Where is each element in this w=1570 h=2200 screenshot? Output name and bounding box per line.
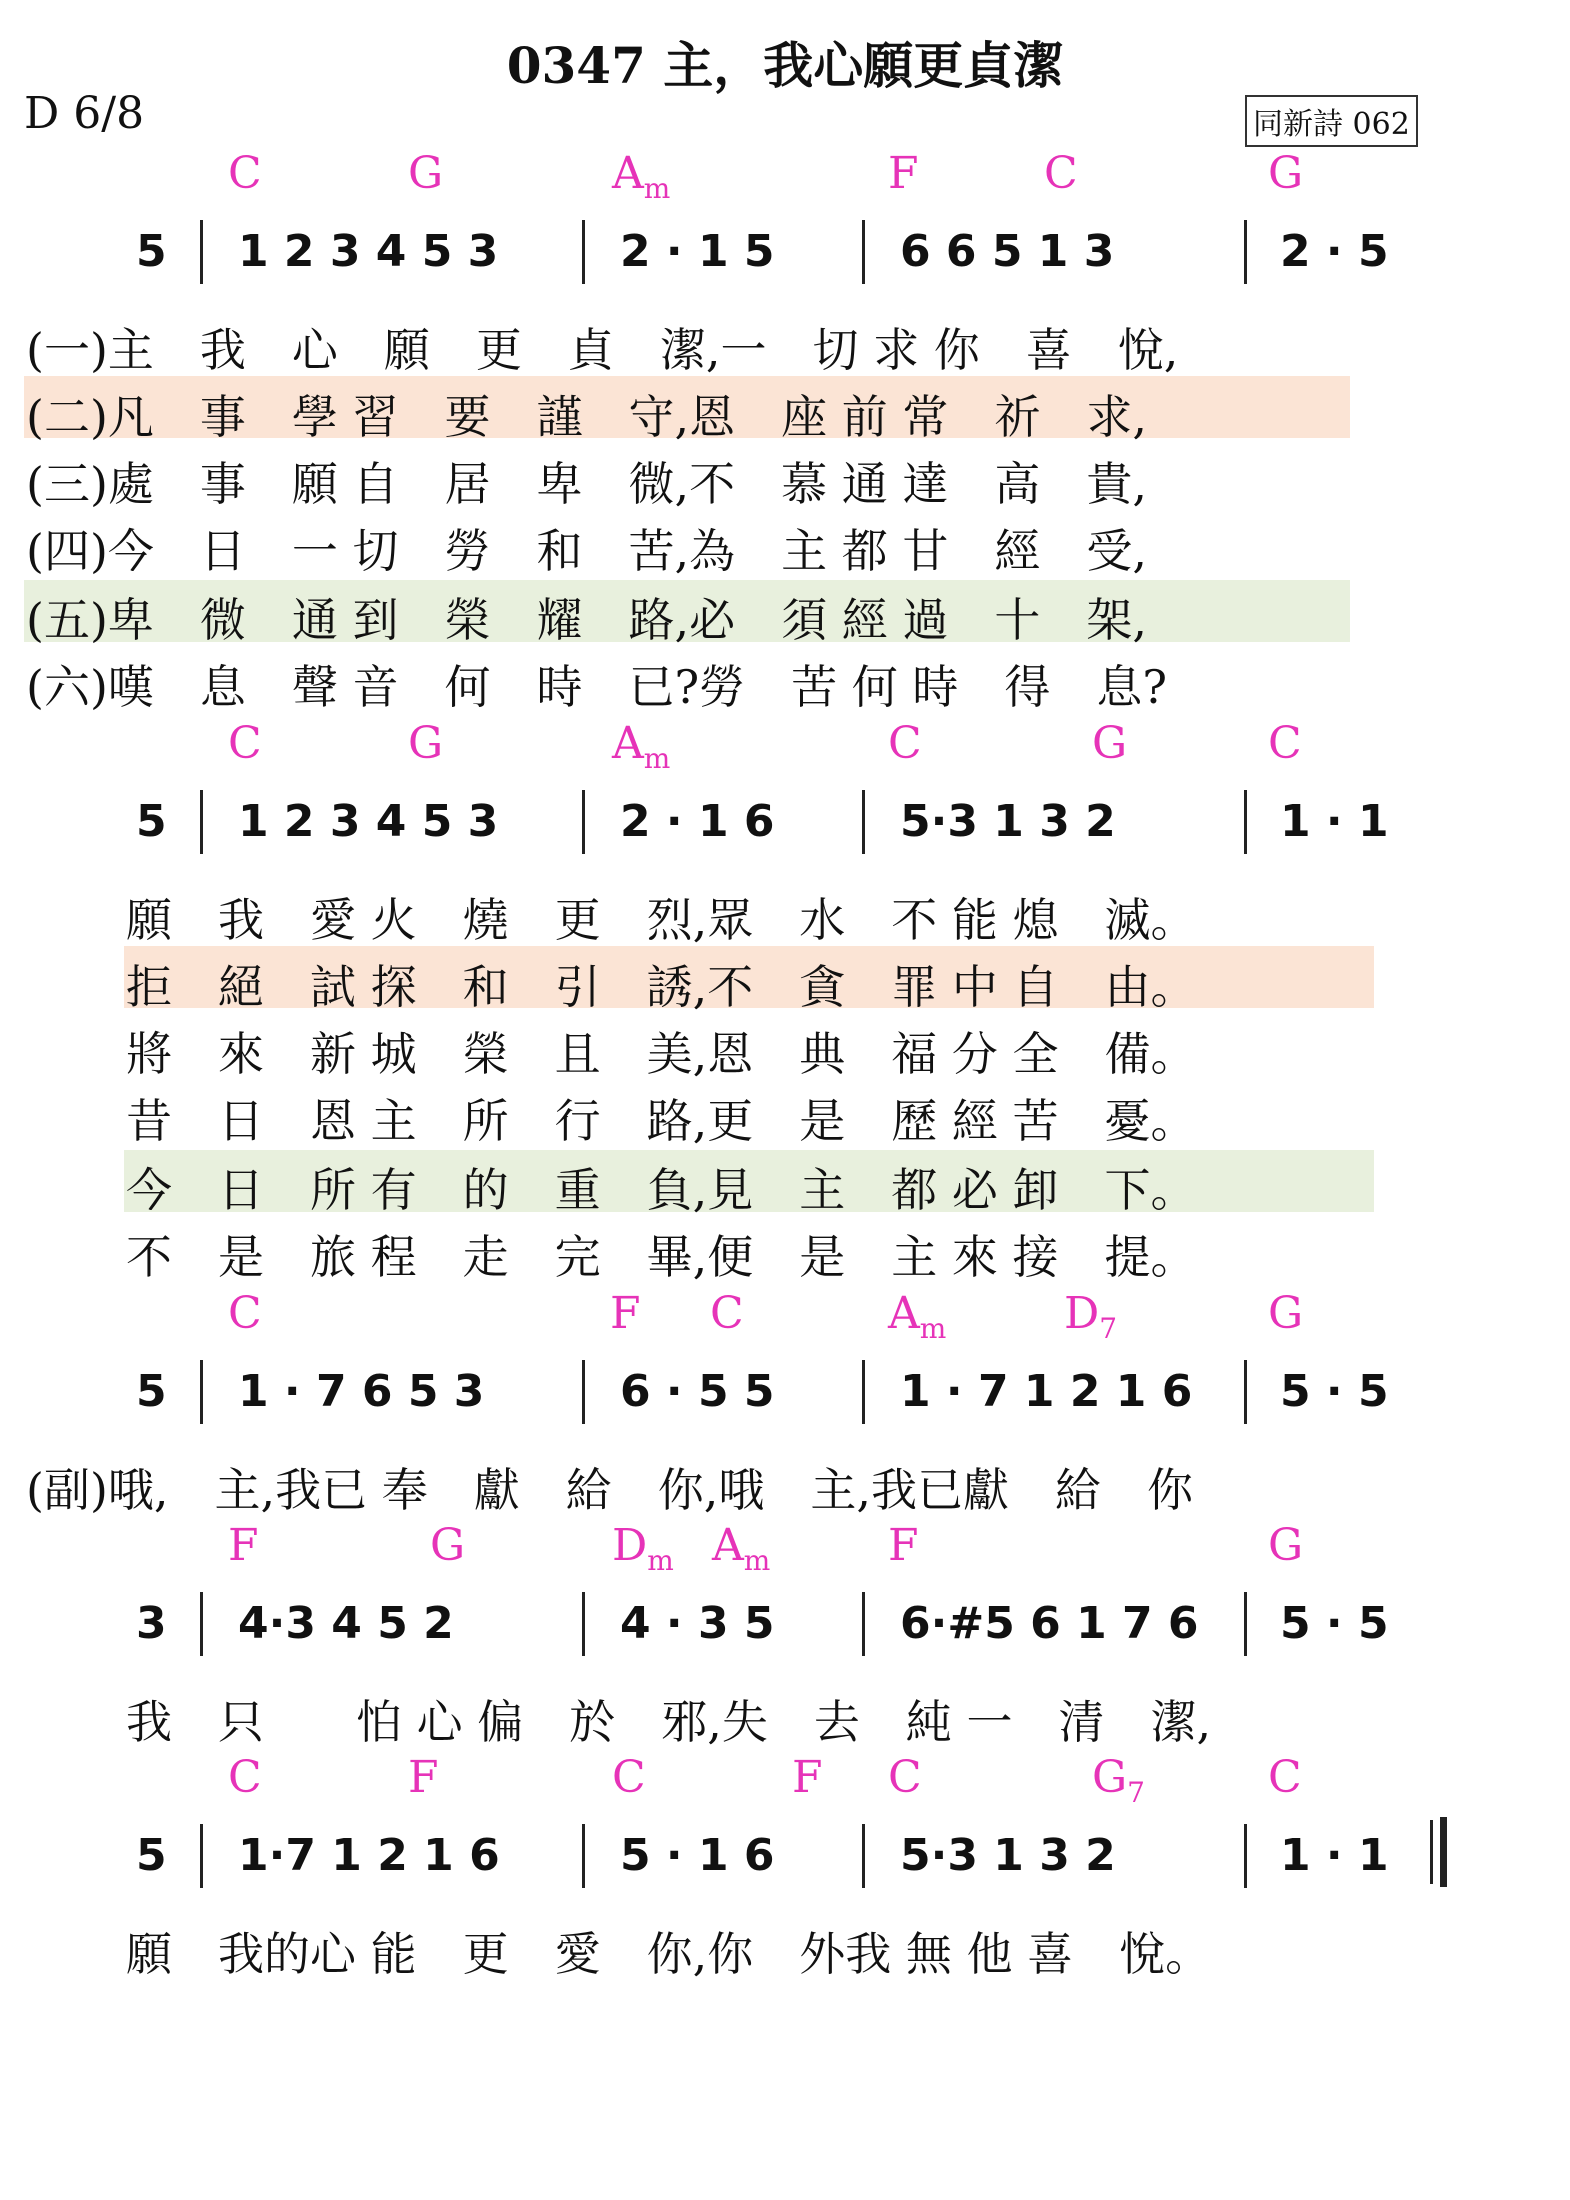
chord: G <box>1268 1288 1304 1339</box>
final-barline-thick <box>1440 1817 1447 1887</box>
notation-pickup: 5 <box>136 796 167 847</box>
chord: G <box>1092 718 1128 769</box>
notation-measure: 1 2 3 4 5 3 <box>238 226 499 277</box>
notation-pickup: 5 <box>136 226 167 277</box>
song-title: 0347 主，我心願更貞潔 <box>506 36 1064 95</box>
barline <box>862 1592 865 1656</box>
notation-pickup: 3 <box>136 1598 167 1649</box>
barline <box>200 220 203 284</box>
chord: C <box>888 718 922 769</box>
notation-pickup: 5 <box>136 1830 167 1881</box>
barline <box>1244 1360 1247 1424</box>
lyric-line: (四)今 日 一 切 勞 和 苦,為 主 都 甘 經 受, <box>26 524 1148 578</box>
notation-measure: 2 · 1 6 <box>620 796 775 847</box>
barline <box>582 1360 585 1424</box>
lyric-line: 不 是 旅 程 走 完 畢,便 是 主 來 接 提。 <box>126 1230 1197 1284</box>
barline <box>582 790 585 854</box>
barline <box>1244 1824 1247 1888</box>
chord: C <box>612 1752 646 1803</box>
notation-measure: 1·7 1 2 1 6 <box>238 1830 500 1881</box>
barline <box>1244 220 1247 284</box>
barline <box>200 1360 203 1424</box>
chord: G <box>430 1520 466 1571</box>
lyric-line: (六)嘆 息 聲 音 何 時 已?勞 苦 何 時 得 息? <box>26 660 1168 714</box>
chord: $A_m$ <box>612 148 671 205</box>
notation-measure: 6 · 5 5 <box>620 1366 775 1417</box>
chord: $A_m$ <box>888 1288 947 1345</box>
final-barline-thin <box>1430 1820 1433 1884</box>
notation-measure: 2 · 5 <box>1280 226 1389 277</box>
notation-measure: 6 6 5 1 3 <box>900 226 1115 277</box>
lyric-line: 拒 絕 試 探 和 引 誘,不 貪 罪 中 自 由。 <box>126 960 1197 1014</box>
chord: F <box>888 148 919 199</box>
chord: G <box>408 148 444 199</box>
chord: C <box>228 148 262 199</box>
barline <box>862 1824 865 1888</box>
chord: C <box>228 1752 262 1803</box>
notation-measure: 5·3 1 3 2 <box>900 796 1116 847</box>
lyric-line: (五)卑 微 通 到 榮 耀 路,必 須 經 過 十 架, <box>26 593 1148 647</box>
notation-measure: 5 · 5 <box>1280 1366 1389 1417</box>
barline <box>862 1360 865 1424</box>
notation-measure: 4 · 3 5 <box>620 1598 775 1649</box>
notation-measure: 1 · 1 <box>1280 1830 1389 1881</box>
key-time-signature: D 6/8 <box>24 88 145 139</box>
chord: $D_m$ <box>612 1520 674 1577</box>
notation-measure: 1 · 7 6 5 3 <box>238 1366 485 1417</box>
chord: C <box>1268 718 1302 769</box>
notation-measure: 5 · 1 6 <box>620 1830 775 1881</box>
chord: F <box>408 1752 439 1803</box>
barline <box>582 1592 585 1656</box>
notation-measure: 5 · 5 <box>1280 1598 1389 1649</box>
notation-measure: 4·3 4 5 2 <box>238 1598 454 1649</box>
chord: G <box>408 718 444 769</box>
barline <box>200 1592 203 1656</box>
barline <box>200 790 203 854</box>
notation-measure: 1 2 3 4 5 3 <box>238 796 499 847</box>
barline <box>1244 1592 1247 1656</box>
notation-pickup: 5 <box>136 1366 167 1417</box>
lyric-line: 願 我的心 能 更 愛 你,你 外我 無 他 喜 悅。 <box>126 1927 1212 1981</box>
lyric-line: (副)哦, 主,我已 奉 獻 給 你,哦 主,我已獻 給 你 <box>26 1463 1194 1517</box>
barline <box>582 1824 585 1888</box>
chord: F <box>792 1752 823 1803</box>
lyric-line: 我 只 怕 心 偏 於 邪,失 去 純 一 清 潔, <box>126 1695 1212 1749</box>
chord: $A_m$ <box>712 1520 771 1577</box>
chord: C <box>1044 148 1078 199</box>
notation-measure: 5·3 1 3 2 <box>900 1830 1116 1881</box>
chord: C <box>228 718 262 769</box>
chord: $G_7$ <box>1092 1752 1145 1809</box>
chord: $D_7$ <box>1064 1288 1118 1345</box>
barline <box>582 220 585 284</box>
barline <box>1244 790 1247 854</box>
chord: C <box>888 1752 922 1803</box>
barline <box>862 790 865 854</box>
chord: C <box>1268 1752 1302 1803</box>
chord: F <box>228 1520 259 1571</box>
notation-measure: 1 · 7 1 2 1 6 <box>900 1366 1193 1417</box>
lyric-line: 今 日 所 有 的 重 負,見 主 都 必 卸 下。 <box>126 1163 1197 1217</box>
chord: C <box>228 1288 262 1339</box>
lyric-line: (二)凡 事 學 習 要 謹 守,恩 座 前 常 祈 求, <box>26 390 1148 444</box>
chord: G <box>1268 1520 1304 1571</box>
chord: G <box>1268 148 1304 199</box>
chord: $A_m$ <box>612 718 671 775</box>
notation-measure: 2 · 1 5 <box>620 226 775 277</box>
barline <box>862 220 865 284</box>
lyric-line: (一)主 我 心 願 更 貞 潔,一 切 求 你 喜 悅, <box>26 323 1179 377</box>
chord: F <box>888 1520 919 1571</box>
barline <box>200 1824 203 1888</box>
notation-measure: 1 · 1 <box>1280 796 1389 847</box>
reference-box: 同新詩 062 <box>1245 95 1418 147</box>
chord: C <box>710 1288 744 1339</box>
lyric-line: 願 我 愛 火 燒 更 烈,眾 水 不 能 熄 滅。 <box>126 893 1197 947</box>
lyric-line: 昔 日 恩 主 所 行 路,更 是 歷 經 苦 憂。 <box>126 1094 1197 1148</box>
lyric-line: 將 來 新 城 榮 且 美,恩 典 福 分 全 備。 <box>126 1027 1197 1081</box>
lyric-line: (三)處 事 願 自 居 卑 微,不 慕 通 達 高 貴, <box>26 457 1148 511</box>
chord: F <box>610 1288 641 1339</box>
notation-measure: 6·#5 6 1 7 6 <box>900 1598 1199 1649</box>
